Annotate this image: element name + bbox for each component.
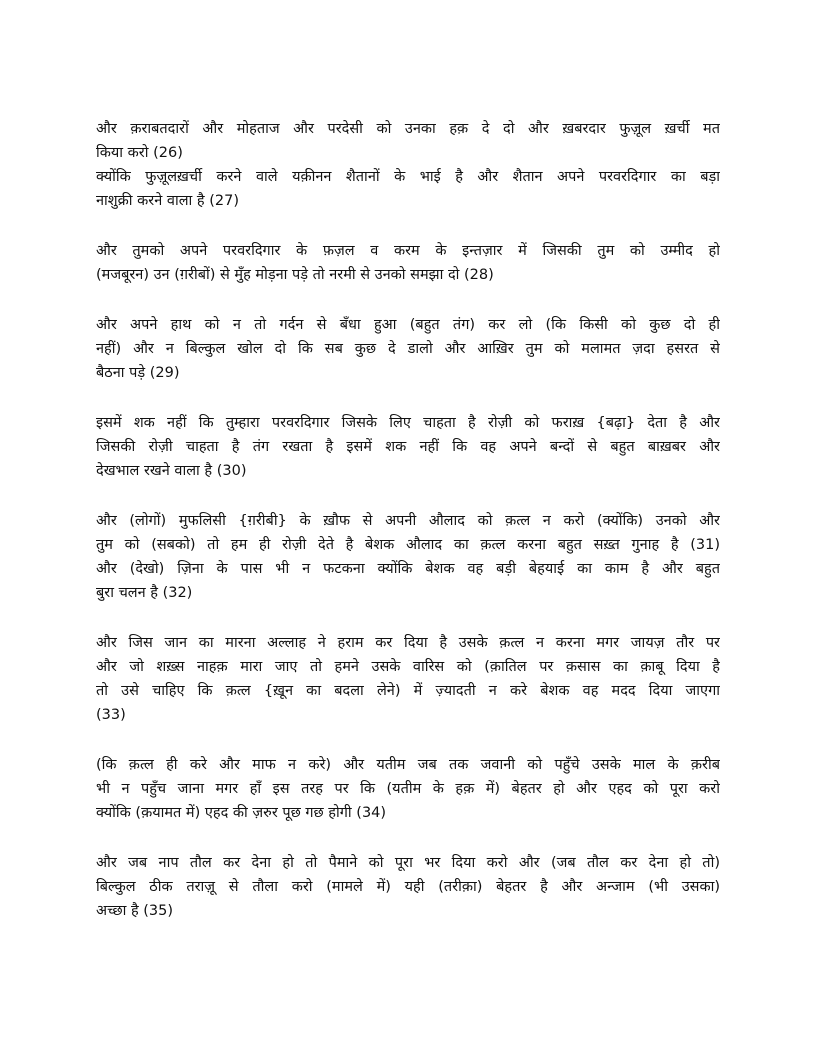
- text-line: क्योंकि फुज़ूलख़र्ची करने वाले यक़ीनन शैतानों के भाई है और शैतान अपने परवरदिगार का बड़ा: [96, 169, 720, 185]
- text-line: और जो शख़्स नाहक़ मारा जाए तो हमने उसके वारिस को (क़ातिल पर क़सास का क़ाबू दिया है: [96, 659, 720, 675]
- text-line: नाशुक्री करने वाला है (27): [96, 193, 239, 209]
- text-line: नहीं) और न बिल्कुल खोल दो कि सब कुछ दे डालो और आख़िर तुम को मलामत ज़दा हसरत से: [96, 341, 720, 357]
- verse-paragraph: [96, 313, 720, 385]
- verse-paragraph: [96, 509, 720, 605]
- text-line: तो उसे चाहिए कि क़त्ल {ख़ून का बदला लेने) में ज़्यादती न करे बेशक वह मदद दिया जाएगा: [96, 683, 720, 699]
- document-body: [96, 117, 720, 949]
- text-line: तुम को (सबको) तो हम ही रोज़ी देते है बेशक औलाद का क़त्ल करना बहुत सख़्त गुनाह है (31): [96, 537, 720, 553]
- text-line: और तुमको अपने परवरदिगार के फ़ज़ल व करम के इन्तज़ार में जिसकी तुम को उम्मीद हो: [96, 243, 720, 259]
- verse-paragraph: [96, 753, 720, 825]
- text-line: और जब नाप तौल कर देना हो तो पैमाने को पूरा भर दिया करो और (जब तौल कर देना हो तो): [96, 855, 720, 871]
- text-line: किया करो (26): [96, 145, 183, 161]
- text-line: और जिस जान का मारना अल्लाह ने हराम कर दिया है उसके क़त्ल न करना मगर जायज़ तौर पर: [96, 635, 720, 651]
- verse-paragraph: [96, 411, 720, 483]
- verse-paragraph: [96, 239, 720, 287]
- verse-paragraph: [96, 117, 720, 213]
- text-line: और (देखो) ज़िना के पास भी न फटकना क्योंकि बेशक वह बड़ी बेहयाई का काम है और बहुत: [96, 561, 720, 577]
- text-line: (कि क़त्ल ही करे और माफ न करे) और यतीम जब तक जवानी को पहुँचे उसके माल के क़रीब: [96, 757, 720, 773]
- text-line: क्योंकि (क़यामत में) एहद की ज़रुर पूछ गछ होगी (34): [96, 805, 387, 821]
- text-line: भी न पहुँच जाना मगर हाँ इस तरह पर कि (यतीम के हक़ में) बेहतर हो और एहद को पूरा करो: [96, 781, 720, 797]
- text-line: जिसकी रोज़ी चाहता है तंग रखता है इसमें शक नहीं कि वह अपने बन्दों से बहुत बाख़बर और: [96, 439, 720, 455]
- text-line: बिल्कुल ठीक तराज़ू से तौला करो (मामले में) यही (तरीक़ा) बेहतर है और अन्जाम (भी उसका): [96, 879, 720, 895]
- text-line: और अपने हाथ को न तो गर्दन से बँधा हुआ (बहुत तंग) कर लो (कि किसी को कुछ दो ही: [96, 317, 720, 333]
- verse-paragraph: [96, 631, 720, 727]
- text-line: (मजबूरन) उन (ग़रीबों) से मुँह मोड़ना पड़े तो नरमी से उनको समझा दो (28): [96, 267, 494, 283]
- verse-paragraph: [96, 851, 720, 923]
- text-line: बुरा चलन है (32): [96, 585, 193, 601]
- text-line: और क़राबतदारों और मोहताज और परदेसी को उनका हक़ दे दो और ख़बरदार फुज़ूल ख़र्ची मत: [96, 121, 720, 137]
- text-line: देखभाल रखने वाला है (30): [96, 463, 247, 479]
- text-line: इसमें शक नहीं कि तुम्हारा परवरदिगार जिसके लिए चाहता है रोज़ी को फराख़ {बढ़ा} देता है और: [96, 415, 720, 431]
- text-line: बैठना पड़े (29): [96, 365, 180, 381]
- text-line: अच्छा है (35): [96, 903, 174, 919]
- text-line: (33): [96, 707, 126, 723]
- text-line: और (लोगों) मुफलिसी {ग़रीबी} के ख़ौफ से अपनी औलाद को क़त्ल न करो (क्योंकि) उनको और: [96, 513, 720, 529]
